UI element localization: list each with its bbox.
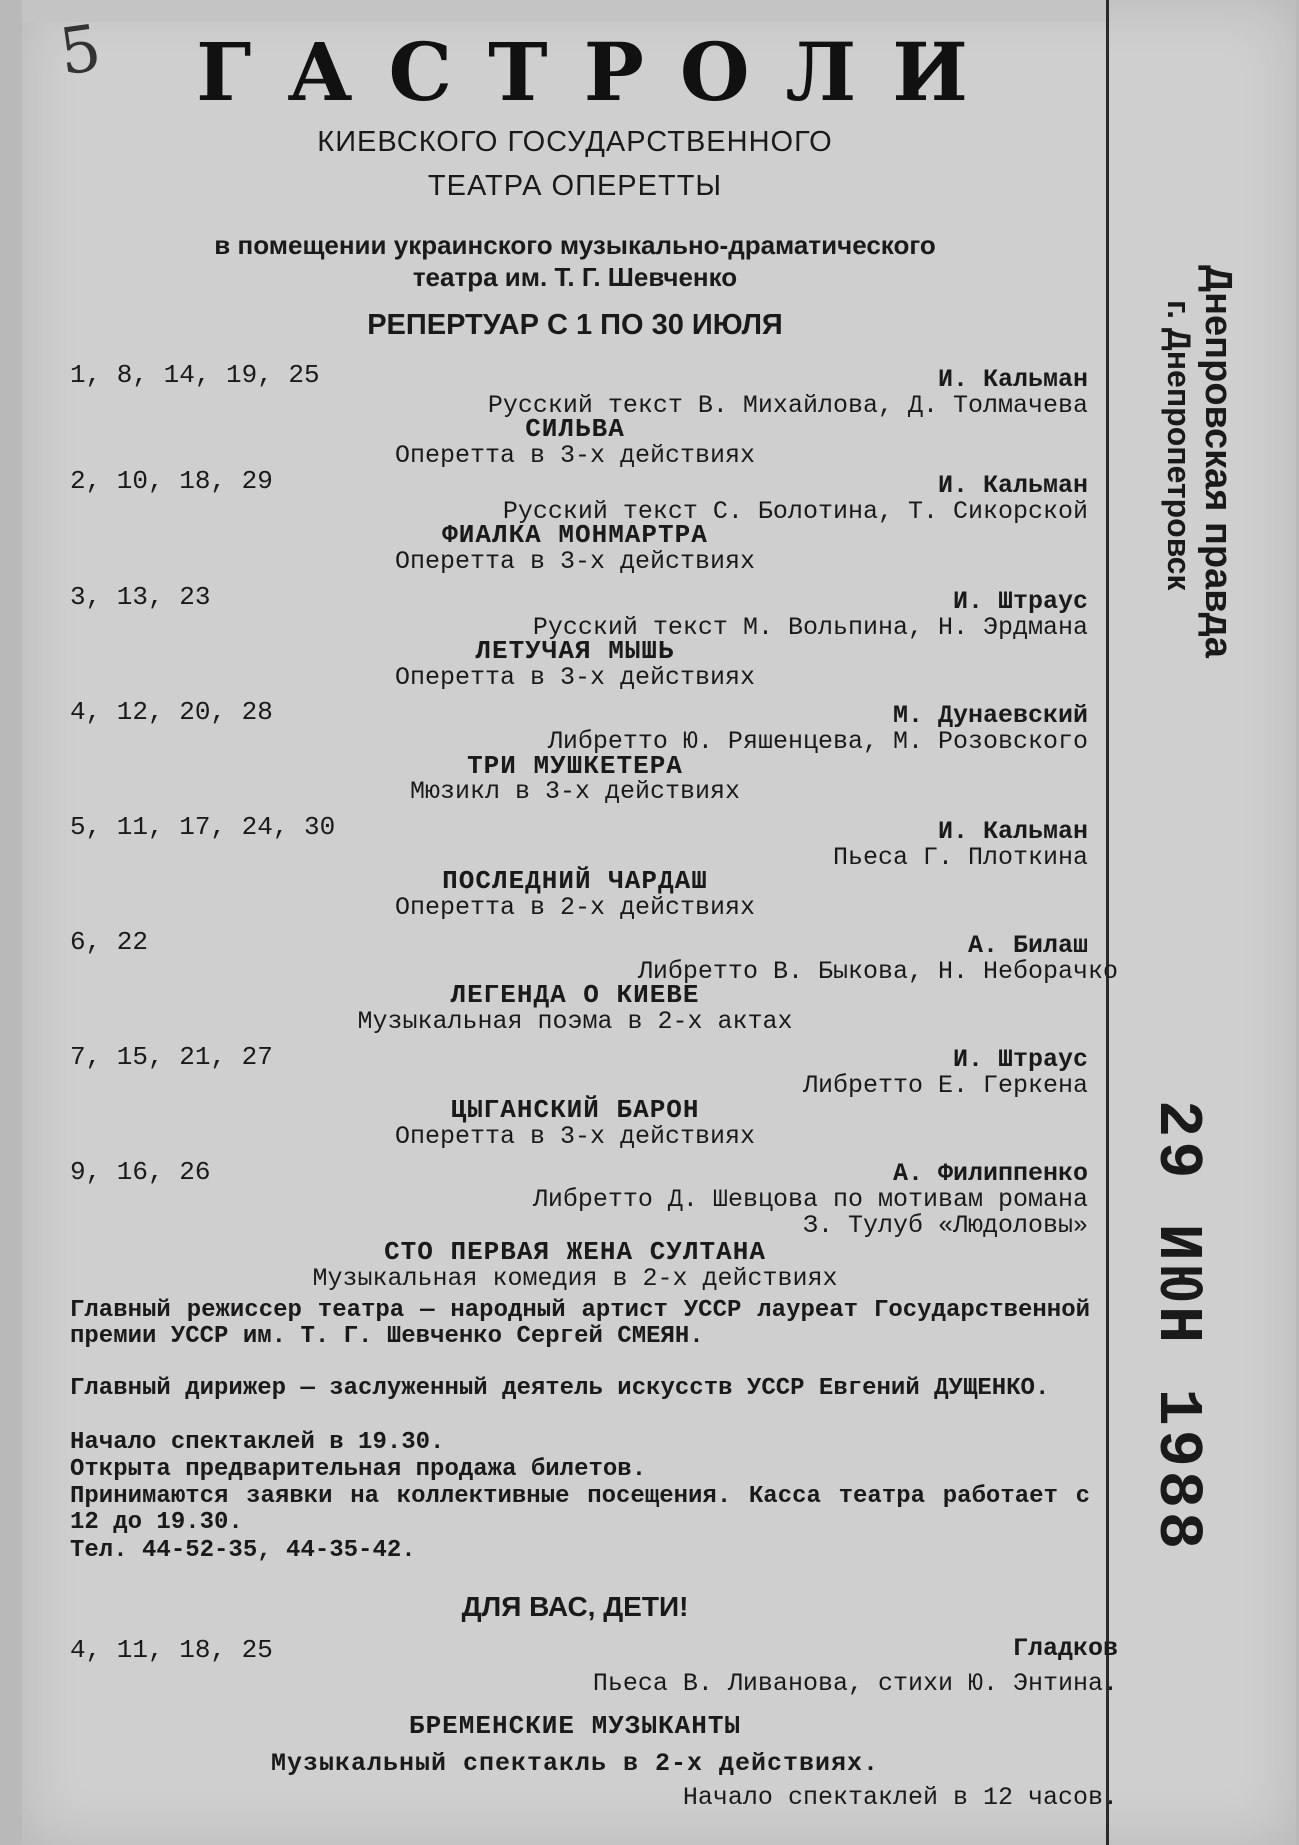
newspaper-name: Днепровская правда: [1197, 265, 1239, 658]
performance-libretto-continued: З. Тулуб «Людоловы»: [802, 1211, 1088, 1240]
headline: ГАСТРОЛИ: [196, 25, 1004, 119]
kids-genre: Музыкальный спектакль в 2-х действиях.: [270, 1749, 880, 1778]
performance-dates: 7, 15, 21, 27: [70, 1042, 273, 1072]
performance-title: СИЛЬВА: [525, 414, 625, 444]
kids-libretto: Пьеса В. Ливанова, стихи Ю. Энтина.: [592, 1669, 1118, 1698]
info-requests: Принимаются заявки на коллективные посещения. Касса театра работает с 12 до 19.30.: [70, 1483, 1090, 1536]
performance-dates: 4, 12, 20, 28: [70, 697, 273, 727]
performance-genre: Мюзикл в 3-х действиях: [409, 777, 741, 806]
performance-composer: И. Кальман: [937, 365, 1088, 394]
performance-dates: 6, 22: [70, 927, 149, 957]
location-2: театра им. Т. Г. Шевченко: [412, 262, 738, 292]
performance-libretto: Пьеса Г. Плоткина: [832, 843, 1088, 872]
performance-libretto: Либретто Д. Шевцова по мотивам романа: [532, 1185, 1088, 1214]
performance-dates: 9, 16, 26: [70, 1157, 211, 1187]
announcement-column: [50, 0, 1118, 1845]
performance-composer: И. Штраус: [952, 1045, 1088, 1074]
kids-start-time: Начало спектаклей в 12 часов.: [682, 1783, 1118, 1812]
info-start-time: Начало спектаклей в 19.30.: [70, 1429, 445, 1456]
performance-title: ЦЫГАНСКИЙ БАРОН: [450, 1095, 700, 1125]
handwritten-number: 5: [55, 11, 106, 91]
performance-genre: Музыкальная поэма в 2-х актах: [357, 1007, 793, 1036]
performance-composer: И. Кальман: [937, 471, 1088, 500]
performance-libretto: Русский текст М. Вольпина, Н. Эрдмана: [532, 613, 1088, 642]
info-presale: Открыта предварительная продажа билетов.: [70, 1456, 647, 1483]
performance-title: ЛЕТУЧАЯ МЫШЬ: [475, 636, 675, 666]
performance-dates: 2, 10, 18, 29: [70, 466, 273, 496]
info-conductor: Главный дирижер — заслуженный деятель искусств УССР Евгений ДУЩЕНКО.: [70, 1375, 1050, 1402]
performance-composer: И. Кальман: [937, 817, 1088, 846]
source-strip: [1109, 0, 1296, 1845]
performance-dates: 5, 11, 17, 24, 30: [70, 812, 336, 842]
newspaper-city: г. Днепропетровск: [1161, 300, 1197, 591]
performance-libretto: Либретто Ю. Ряшенцева, М. Розовского: [547, 727, 1088, 756]
performance-composer: А. Филиппенко: [892, 1159, 1088, 1188]
performance-composer: А. Билаш: [967, 931, 1088, 960]
performance-title: ПОСЛЕДНИЙ ЧАРДАШ: [442, 866, 708, 896]
kids-composer: Гладков: [1012, 1634, 1118, 1663]
performance-title: ЛЕГЕНДА О КИЕВЕ: [450, 980, 700, 1010]
performance-genre: Оперетта в 3-х действиях: [394, 1122, 756, 1151]
subtitle-2: ТЕАТРА ОПЕРЕТТЫ: [427, 170, 723, 202]
performance-libretto: Либретто В. Быкова, Н. Неборачко: [637, 957, 1118, 986]
kids-heading: ДЛЯ ВАС, ДЕТИ!: [461, 1591, 689, 1622]
performance-genre: Оперетта в 3-х действиях: [394, 663, 756, 692]
location-1: в помещении украинского музыкально-драматического: [214, 230, 936, 260]
info-director: Главный режиссер театра — народный артист УССР лауреат Государственной премии УССР им. Т. Г. Шевченко Сергей СМЕЯН.: [70, 1297, 1090, 1350]
performance-libretto: Либретто Е. Геркена: [802, 1071, 1088, 1100]
subtitle-1: КИЕВСКОГО ГОСУДАРСТВЕННОГО: [317, 126, 833, 158]
performance-title: СТО ПЕРВАЯ ЖЕНА СУЛТАНА: [384, 1237, 766, 1267]
repertoire-title: РЕПЕРТУАР С 1 ПО 30 ИЮЛЯ: [367, 309, 783, 341]
performance-dates: 3, 13, 23: [70, 582, 211, 612]
performance-title: ТРИ МУШКЕТЕРА: [467, 751, 683, 781]
performance-libretto: Русский текст В. Михайлова, Д. Толмачева: [487, 391, 1088, 420]
performance-composer: М. Дунаевский: [892, 701, 1088, 730]
kids-title: БРЕМЕНСКИЕ МУЗЫКАНТЫ: [408, 1711, 742, 1741]
performance-genre: Оперетта в 2-х действиях: [394, 893, 756, 922]
performance-genre: Оперетта в 3-х действиях: [394, 547, 756, 576]
kids-dates: 4, 11, 18, 25: [70, 1635, 273, 1665]
info-phone: Тел. 44-52-35, 44-35-42.: [70, 1537, 416, 1564]
performance-dates: 1, 8, 14, 19, 25: [70, 360, 320, 390]
performance-genre: Оперетта в 3-х действиях: [394, 441, 756, 470]
performance-composer: И. Штраус: [952, 587, 1088, 616]
performance-libretto: Русский текст С. Болотина, Т. Сикорской: [502, 497, 1088, 526]
performance-genre: Музыкальная комедия в 2-х действиях: [312, 1264, 838, 1293]
performance-title: ФИАЛКА МОНМАРТРА: [442, 520, 708, 550]
date-stamp: 29 ИЮН 1988: [1142, 1100, 1213, 1554]
